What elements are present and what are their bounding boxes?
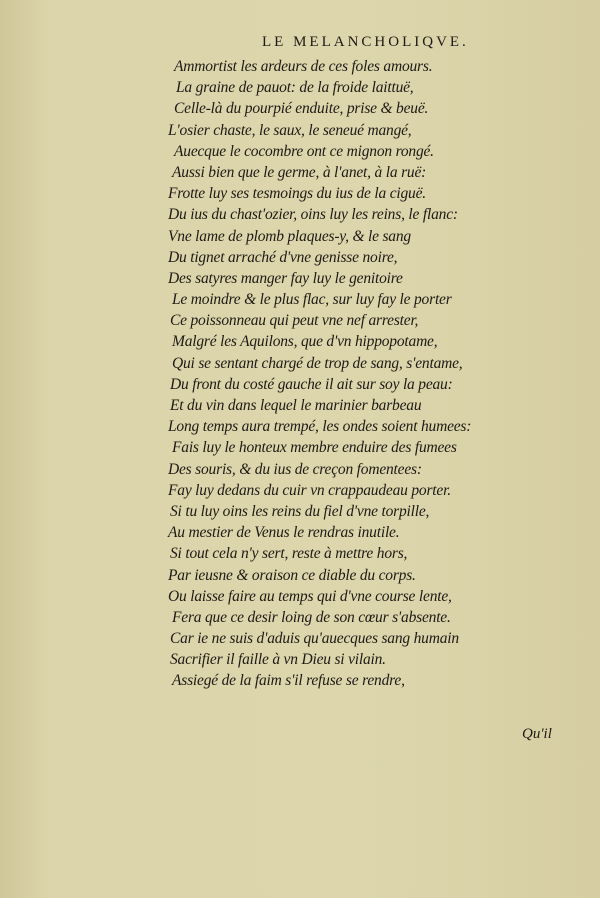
verse-line: L'osier chaste, le saux, le seneué mangé, bbox=[168, 121, 412, 139]
verse-line: Et du vin dans lequel le marinier barbeau bbox=[170, 397, 422, 414]
verse-line: Ammortist les ardeurs de ces foles amours. bbox=[174, 58, 433, 75]
verse-line: La graine de pauot: de la froide laittuë, bbox=[176, 79, 414, 97]
verse-line: Du ius du chast'ozier, oins luy les reins, le flanc: bbox=[168, 206, 458, 224]
verse-line: Aussi bien que le germe, à l'anet, à la ruë: bbox=[172, 163, 427, 181]
verse-line: Auecque le cocombre ont ce mignon rongé. bbox=[174, 142, 434, 160]
verse-line: Des souris, & du ius de creçon fomentees: bbox=[168, 460, 422, 478]
verse-line: Malgré les Aquilons, que d'vn hippopotame, bbox=[172, 333, 438, 351]
running-title: LE MELANCHOLIQVE. bbox=[262, 34, 469, 50]
verse-line: Qui se sentant chargé de trop de sang, s'entame, bbox=[172, 354, 463, 372]
verse-line: Si tu luy oins les reins du fiel d'vne torpille, bbox=[170, 502, 430, 520]
verse-line: Fais luy le honteux membre enduire des fumees bbox=[172, 439, 457, 457]
verse-line: Si tout cela n'y sert, reste à mettre hors, bbox=[170, 545, 408, 563]
verse-line: Des satyres manger fay luy le genitoire bbox=[168, 269, 403, 287]
verse-line: Fera que ce desir loing de son cœur s'absente. bbox=[172, 608, 451, 626]
verse-line: Sacrifier il faille à vn Dieu si vilain. bbox=[170, 651, 386, 669]
verse-line: Frotte luy ses tesmoings du ius de la ciguë. bbox=[168, 185, 426, 203]
verse-line: Celle-là du pourpié enduite, prise & beuë. bbox=[174, 100, 429, 118]
verse-line: Long temps aura trempé, les ondes soient humees: bbox=[168, 418, 472, 436]
verse-line: Le moindre & le plus flac, sur luy fay le porter bbox=[172, 291, 452, 309]
verse-line: Ou laisse faire au temps qui d'vne course lente, bbox=[168, 587, 452, 605]
verse-line: Ce poissonneau qui peut vne nef arrester, bbox=[170, 312, 419, 330]
poem-verse bbox=[168, 56, 588, 692]
verse-line: Fay luy dedans du cuir vn crappaudeau porter. bbox=[168, 481, 451, 499]
verse-line: Du front du costé gauche il ait sur soy la peau: bbox=[170, 375, 453, 393]
verse-line: Car ie ne suis d'aduis qu'auecques sang humain bbox=[170, 630, 459, 648]
verse-line: Assiegé de la faim s'il refuse se rendre, bbox=[172, 672, 405, 690]
verse-line: Par ieusne & oraison ce diable du corps. bbox=[168, 566, 416, 584]
verse-line: Du tignet arraché d'vne genisse noire, bbox=[168, 248, 398, 266]
catchword: Qu'il bbox=[522, 726, 552, 742]
verse-line: Au mestier de Venus le rendras inutile. bbox=[168, 524, 400, 542]
verse-line: Vne lame de plomb plaques-y, & le sang bbox=[168, 227, 411, 245]
